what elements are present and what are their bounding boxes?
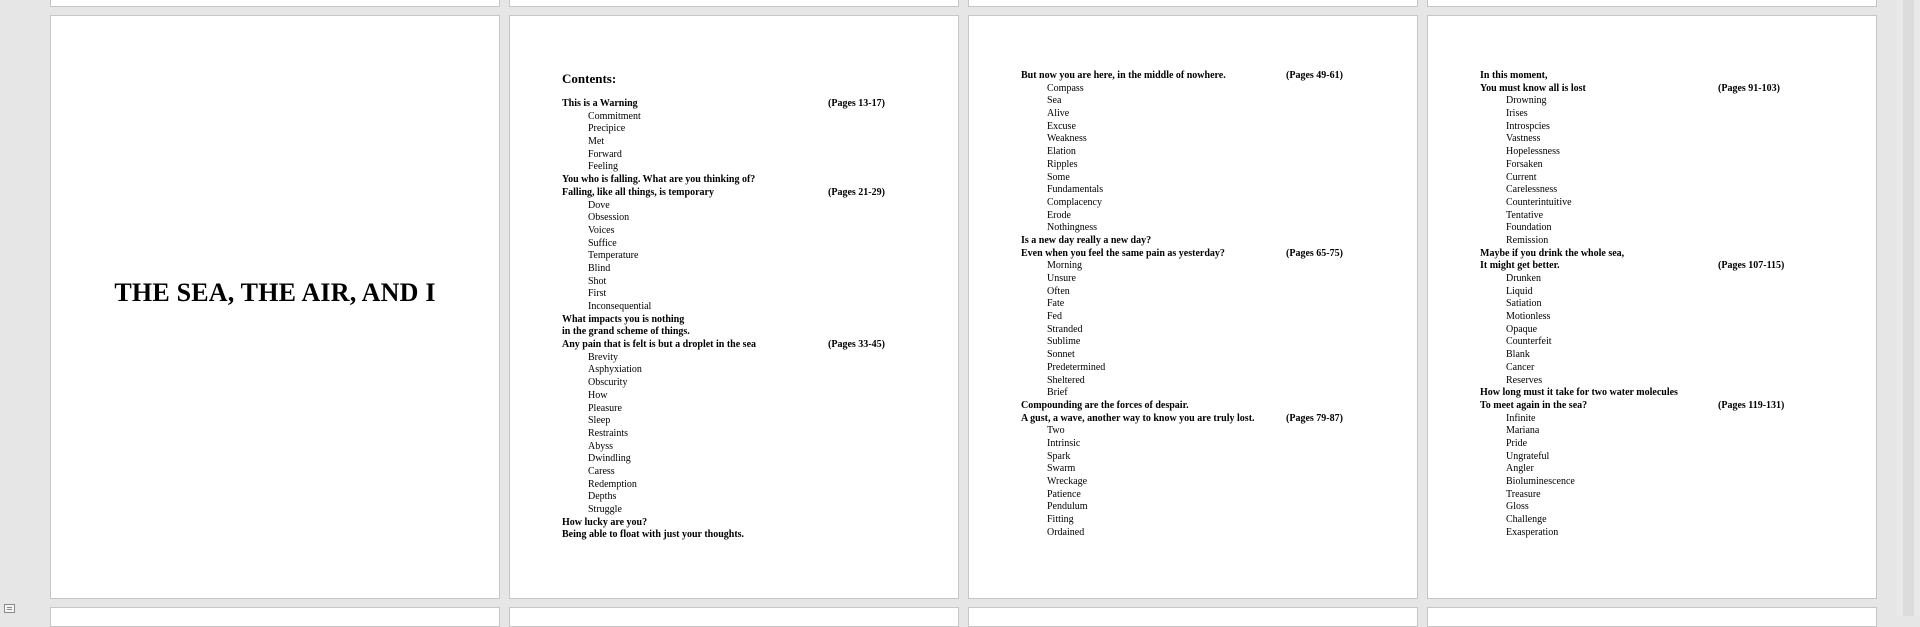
page-thumbnail-top [509, 0, 959, 7]
page-range: (Pages 79-87) [1286, 412, 1343, 424]
contents-page-3 [1427, 15, 1877, 599]
contents-entry-text: Blank [1506, 349, 1530, 361]
page-thumbnail-bottom [968, 607, 1418, 627]
contents-poem-title [1480, 133, 1810, 146]
contents-entry-text: Some [1047, 171, 1070, 183]
contents-entry-text: Struggle [588, 504, 622, 515]
contents-entry-text: Satiation [1506, 298, 1542, 310]
contents-entry-text: Counterfeit [1506, 336, 1552, 348]
contents-poem-title [1480, 476, 1810, 489]
contents-entry-text: Caress [588, 465, 615, 477]
contents-poem-title [1021, 311, 1351, 324]
contents-poem-title [1021, 159, 1351, 172]
contents-entry-text: Stranded [1047, 323, 1083, 335]
contents-list [1480, 70, 1810, 539]
contents-poem-title [562, 352, 892, 365]
contents-poem-title [562, 466, 892, 479]
contents-entry-text: Redemption [588, 478, 637, 490]
contents-poem-title [562, 200, 892, 213]
contents-poem-title [1480, 172, 1810, 185]
contents-poem-title [1021, 222, 1351, 235]
contents-poem-title [1021, 349, 1351, 362]
contents-entry-text: Irises [1506, 108, 1528, 120]
contents-poem-title [1480, 514, 1810, 527]
contents-section-heading [1480, 248, 1810, 261]
contents-section-heading [562, 517, 892, 530]
contents-poem-title [1021, 298, 1351, 311]
contents-entry-text: Nothingness [1047, 222, 1097, 234]
contents-section-heading [1021, 235, 1351, 248]
contents-entry-text: Morning [1047, 260, 1082, 272]
contents-poem-title [562, 453, 892, 466]
contents-entry-text: Depths [588, 491, 617, 503]
contents-entry-text: Commitment [588, 110, 641, 122]
contents-poem-title [1480, 184, 1810, 197]
contents-entry-text: Pleasure [588, 402, 622, 414]
contents-section-heading [562, 314, 892, 327]
contents-entry-text: Vastness [1506, 133, 1541, 145]
contents-poem-title [562, 504, 892, 517]
contents-entry-text: First [588, 288, 607, 300]
contents-entry-text: in the grand scheme of things. [562, 326, 690, 338]
contents-entry-text: Intrinsic [1047, 437, 1081, 449]
contents-poem-title [1021, 83, 1351, 96]
contents-poem-title [1021, 146, 1351, 159]
page-range: (Pages 119-131) [1718, 399, 1785, 411]
contents-section-heading [562, 174, 892, 187]
contents-entry-text: Gloss [1506, 501, 1529, 513]
contents-poem-title [562, 479, 892, 492]
contents-poem-title [1480, 108, 1810, 121]
contents-entry-text: How long must it take for two water molecules [1480, 387, 1678, 399]
contents-section-heading [1021, 400, 1351, 413]
contents-entry-text: Sonnet [1047, 349, 1075, 361]
contents-entry-text: Predetermined [1047, 361, 1106, 373]
contents-poem-title [562, 288, 892, 301]
contents-entry-text: Compounding are the forces of despair. [1021, 399, 1189, 411]
contents-entry-text: A gust, a wave, another way to know you are truly lost. [1021, 412, 1255, 424]
contents-entry-text: How [588, 389, 608, 401]
contents-poem-title [1480, 336, 1810, 349]
contents-poem-title [1021, 184, 1351, 197]
contents-entry-text: Spark [1047, 450, 1071, 462]
contents-poem-title [562, 364, 892, 377]
contents-poem-title [1021, 451, 1351, 464]
page-thumbnail-top [968, 0, 1418, 7]
contents-poem-title [1480, 438, 1810, 451]
contents-entry-text: Bioluminescence [1506, 476, 1575, 487]
contents-poem-title [1480, 159, 1810, 172]
contents-poem-title [1021, 362, 1351, 375]
contents-poem-title [1480, 286, 1810, 299]
contents-poem-title [1480, 210, 1810, 223]
contents-entry-text: Fitting [1047, 514, 1074, 526]
contents-entry-text: Often [1047, 285, 1070, 297]
contents-poem-title [1480, 311, 1810, 324]
contents-poem-title [562, 428, 892, 441]
contents-entry-text: Fundamentals [1047, 184, 1104, 196]
contents-poem-title [562, 161, 892, 174]
vertical-scrollbar[interactable] [1897, 0, 1920, 616]
contents-poem-title [562, 415, 892, 428]
contents-entry-text: Patience [1047, 488, 1081, 500]
contents-section-heading [1480, 387, 1810, 400]
contents-poem-title [562, 390, 892, 403]
contents-entry-text: Suffice [588, 237, 617, 249]
contents-entry-text: Treasure [1506, 488, 1541, 500]
page-range: (Pages 33-45) [828, 339, 885, 351]
contents-entry-text: Alive [1047, 108, 1070, 120]
contents-heading: Contents: [562, 71, 617, 86]
contents-poem-title [1021, 108, 1351, 121]
contents-poem-title [1021, 463, 1351, 476]
contents-entry-text: Feeling [588, 161, 618, 173]
contents-list [562, 98, 892, 542]
contents-list [1021, 70, 1351, 539]
contents-poem-title [1021, 514, 1351, 527]
contents-poem-title [562, 136, 892, 149]
contents-entry-text: Introspcies [1506, 120, 1550, 132]
contents-poem-title [562, 111, 892, 124]
page-thumbnail-bottom [1427, 607, 1877, 627]
contents-poem-title [1480, 235, 1810, 248]
contents-section-heading [1480, 260, 1810, 273]
view-mode-icon[interactable] [4, 604, 15, 613]
contents-poem-title [1021, 501, 1351, 514]
contents-entry-text: Ripples [1047, 158, 1078, 170]
contents-poem-title [1480, 121, 1810, 134]
scrollbar-thumb[interactable] [1903, 0, 1914, 616]
contents-poem-title [562, 238, 892, 251]
page-range: (Pages 65-75) [1286, 247, 1343, 259]
contents-entry-text: Shot [588, 275, 607, 287]
contents-entry-text: Erode [1047, 209, 1071, 221]
contents-poem-title [562, 225, 892, 238]
contents-entry-text: Inconsequential [588, 301, 652, 312]
contents-poem-title [1021, 375, 1351, 388]
contents-poem-title [1021, 273, 1351, 286]
contents-section-heading [562, 98, 892, 111]
contents-section-heading [562, 187, 892, 200]
contents-entry-text: Fate [1047, 298, 1065, 310]
contents-entry-text: In this moment, [1480, 70, 1548, 81]
contents-poem-title [1021, 286, 1351, 299]
contents-entry-text: Counterintuitive [1506, 196, 1572, 208]
contents-poem-title [1021, 121, 1351, 134]
contents-entry-text: Sheltered [1047, 374, 1085, 386]
contents-entry-text: Weakness [1047, 133, 1087, 145]
contents-poem-title [1480, 95, 1810, 108]
contents-entry-text: Abyss [588, 440, 614, 452]
page-thumbnail-top [50, 0, 500, 7]
contents-entry-text: Angler [1506, 463, 1534, 475]
contents-entry-text: Compass [1047, 82, 1084, 94]
contents-page-1 [509, 15, 959, 599]
contents-poem-title [1480, 413, 1810, 426]
contents-poem-title [1480, 375, 1810, 388]
contents-entry-text: Sea [1047, 95, 1062, 107]
page-range: (Pages 107-115) [1718, 260, 1785, 272]
page-thumbnail-top [1427, 0, 1877, 7]
contents-entry-text: Drowning [1506, 95, 1547, 107]
contents-poem-title [1480, 273, 1810, 286]
contents-entry-text: Two [1047, 425, 1065, 437]
contents-entry-text: This is a Warning [562, 98, 638, 109]
contents-section-heading [1021, 413, 1351, 426]
contents-entry-text: Infinite [1506, 412, 1536, 424]
contents-poem-title [1021, 489, 1351, 502]
contents-entry-text: Any pain that is felt is but a droplet in the sea [562, 339, 757, 351]
contents-entry-text: Sleep [588, 415, 611, 427]
contents-entry-text: Obsession [588, 212, 630, 224]
contents-poem-title [1480, 146, 1810, 159]
page-range: (Pages 91-103) [1718, 82, 1780, 94]
contents-poem-title [562, 123, 892, 136]
contents-section-heading [1480, 400, 1810, 413]
contents-entry-text: Brevity [588, 351, 618, 363]
contents-poem-title [1021, 476, 1351, 489]
contents-entry-text: Exasperation [1506, 526, 1559, 538]
contents-poem-title [562, 491, 892, 504]
contents-entry-text: Fed [1047, 311, 1062, 323]
contents-entry-text: But now you are here, in the middle of nowhere. [1021, 70, 1226, 81]
contents-poem-title [1480, 362, 1810, 375]
contents-entry-text: Wreckage [1047, 476, 1088, 487]
contents-entry-text: Dwindling [588, 453, 631, 465]
contents-entry-text: Being able to float with just your thoughts. [562, 529, 745, 541]
contents-poem-title [562, 250, 892, 263]
contents-entry-text: Motionless [1506, 311, 1551, 323]
page-range: (Pages 49-61) [1286, 70, 1343, 81]
contents-entry-text: Forward [588, 148, 622, 160]
contents-poem-title [1480, 527, 1810, 540]
page-thumbnail-bottom [509, 607, 959, 627]
contents-poem-title [1021, 197, 1351, 210]
contents-entry-text: Is a new day really a new day? [1021, 234, 1152, 246]
contents-entry-text: To meet again in the sea? [1480, 399, 1588, 411]
contents-entry-text: Blind [588, 262, 611, 274]
contents-entry-text: Opaque [1506, 323, 1538, 335]
contents-poem-title [1021, 387, 1351, 400]
contents-entry-text: Pendulum [1047, 501, 1088, 513]
contents-entry-text: Complacency [1047, 196, 1102, 208]
contents-poem-title [1480, 222, 1810, 235]
contents-section-heading [1480, 83, 1810, 96]
contents-poem-title [1480, 425, 1810, 438]
contents-entry-text: You must know all is lost [1480, 82, 1586, 94]
contents-poem-title [1480, 197, 1810, 210]
contents-entry-text: It might get better. [1480, 260, 1560, 272]
contents-entry-text: Challenge [1506, 514, 1547, 526]
contents-page-2 [968, 15, 1418, 599]
contents-section-heading [1021, 248, 1351, 261]
contents-entry-text: Mariana [1506, 425, 1540, 437]
contents-entry-text: Voices [588, 224, 615, 236]
contents-entry-text: Liquid [1506, 285, 1533, 297]
contents-poem-title [562, 403, 892, 416]
contents-poem-title [1021, 438, 1351, 451]
contents-poem-title [562, 441, 892, 454]
contents-entry-text: Met [588, 136, 605, 148]
contents-poem-title [1480, 451, 1810, 464]
contents-entry-text: Pride [1506, 437, 1528, 449]
contents-entry-text: Foundation [1506, 222, 1552, 234]
page-range: (Pages 13-17) [828, 98, 885, 109]
contents-entry-text: Asphyxiation [588, 364, 642, 376]
contents-entry-text: Brief [1047, 387, 1068, 399]
contents-entry-text: Restraints [588, 427, 628, 439]
contents-entry-text: Reserves [1506, 374, 1543, 386]
contents-poem-title [1021, 95, 1351, 108]
contents-entry-text: Swarm [1047, 463, 1076, 475]
contents-entry-text: Elation [1047, 146, 1076, 158]
contents-poem-title [1021, 425, 1351, 438]
contents-poem-title [1021, 324, 1351, 337]
contents-entry-text: How lucky are you? [562, 516, 648, 528]
contents-poem-title [562, 301, 892, 314]
contents-poem-title [1480, 501, 1810, 514]
contents-entry-text: Hopelessness [1506, 146, 1560, 158]
contents-poem-title [1021, 133, 1351, 146]
contents-entry-text: Temperature [588, 250, 639, 262]
contents-poem-title [562, 212, 892, 225]
contents-entry-text: Unsure [1047, 273, 1076, 284]
contents-entry-text: Even when you feel the same pain as yesterday? [1021, 247, 1225, 259]
contents-entry-text: Forsaken [1506, 158, 1543, 170]
contents-entry-text: Ordained [1047, 526, 1085, 538]
contents-poem-title [1480, 324, 1810, 337]
contents-entry-text: Falling, like all things, is temporary [562, 186, 714, 198]
contents-poem-title [562, 263, 892, 276]
contents-poem-title [562, 149, 892, 162]
contents-section-heading [1480, 70, 1810, 83]
title-page [50, 15, 500, 599]
contents-section-heading [562, 529, 892, 542]
contents-poem-title [562, 377, 892, 390]
contents-entry-text: Sublime [1047, 336, 1081, 348]
contents-poem-title [562, 276, 892, 289]
contents-entry-text: Precipice [588, 123, 626, 135]
contents-poem-title [1021, 527, 1351, 540]
contents-entry-text: Cancer [1506, 361, 1535, 373]
book-title: THE SEA, THE AIR, AND I [114, 278, 436, 307]
contents-poem-title [1480, 298, 1810, 311]
contents-section-heading [562, 339, 892, 352]
contents-entry-text: Remission [1506, 234, 1549, 246]
contents-entry-text: Excuse [1047, 120, 1076, 132]
contents-poem-title [1480, 463, 1810, 476]
contents-entry-text: Obscurity [588, 377, 628, 389]
contents-poem-title [1480, 489, 1810, 502]
page-range: (Pages 21-29) [828, 186, 885, 198]
contents-entry-text: You who is falling. What are you thinking of? [562, 174, 756, 186]
contents-entry-text: Current [1506, 171, 1537, 183]
contents-entry-text: Tentative [1506, 209, 1544, 221]
contents-entry-text: Carelessness [1506, 184, 1558, 196]
contents-section-heading [562, 326, 892, 339]
page-thumbnail-bottom [50, 607, 500, 627]
contents-entry-text: Drunken [1506, 273, 1541, 284]
contents-section-heading [1021, 70, 1351, 83]
contents-poem-title [1021, 260, 1351, 273]
contents-poem-title [1021, 210, 1351, 223]
contents-entry-text: Ungrateful [1506, 450, 1550, 462]
contents-entry-text: Maybe if you drink the whole sea, [1480, 247, 1625, 259]
contents-poem-title [1021, 336, 1351, 349]
contents-poem-title [1480, 349, 1810, 362]
contents-entry-text: What impacts you is nothing [562, 313, 685, 325]
contents-entry-text: Dove [588, 199, 610, 211]
contents-poem-title [1021, 172, 1351, 185]
